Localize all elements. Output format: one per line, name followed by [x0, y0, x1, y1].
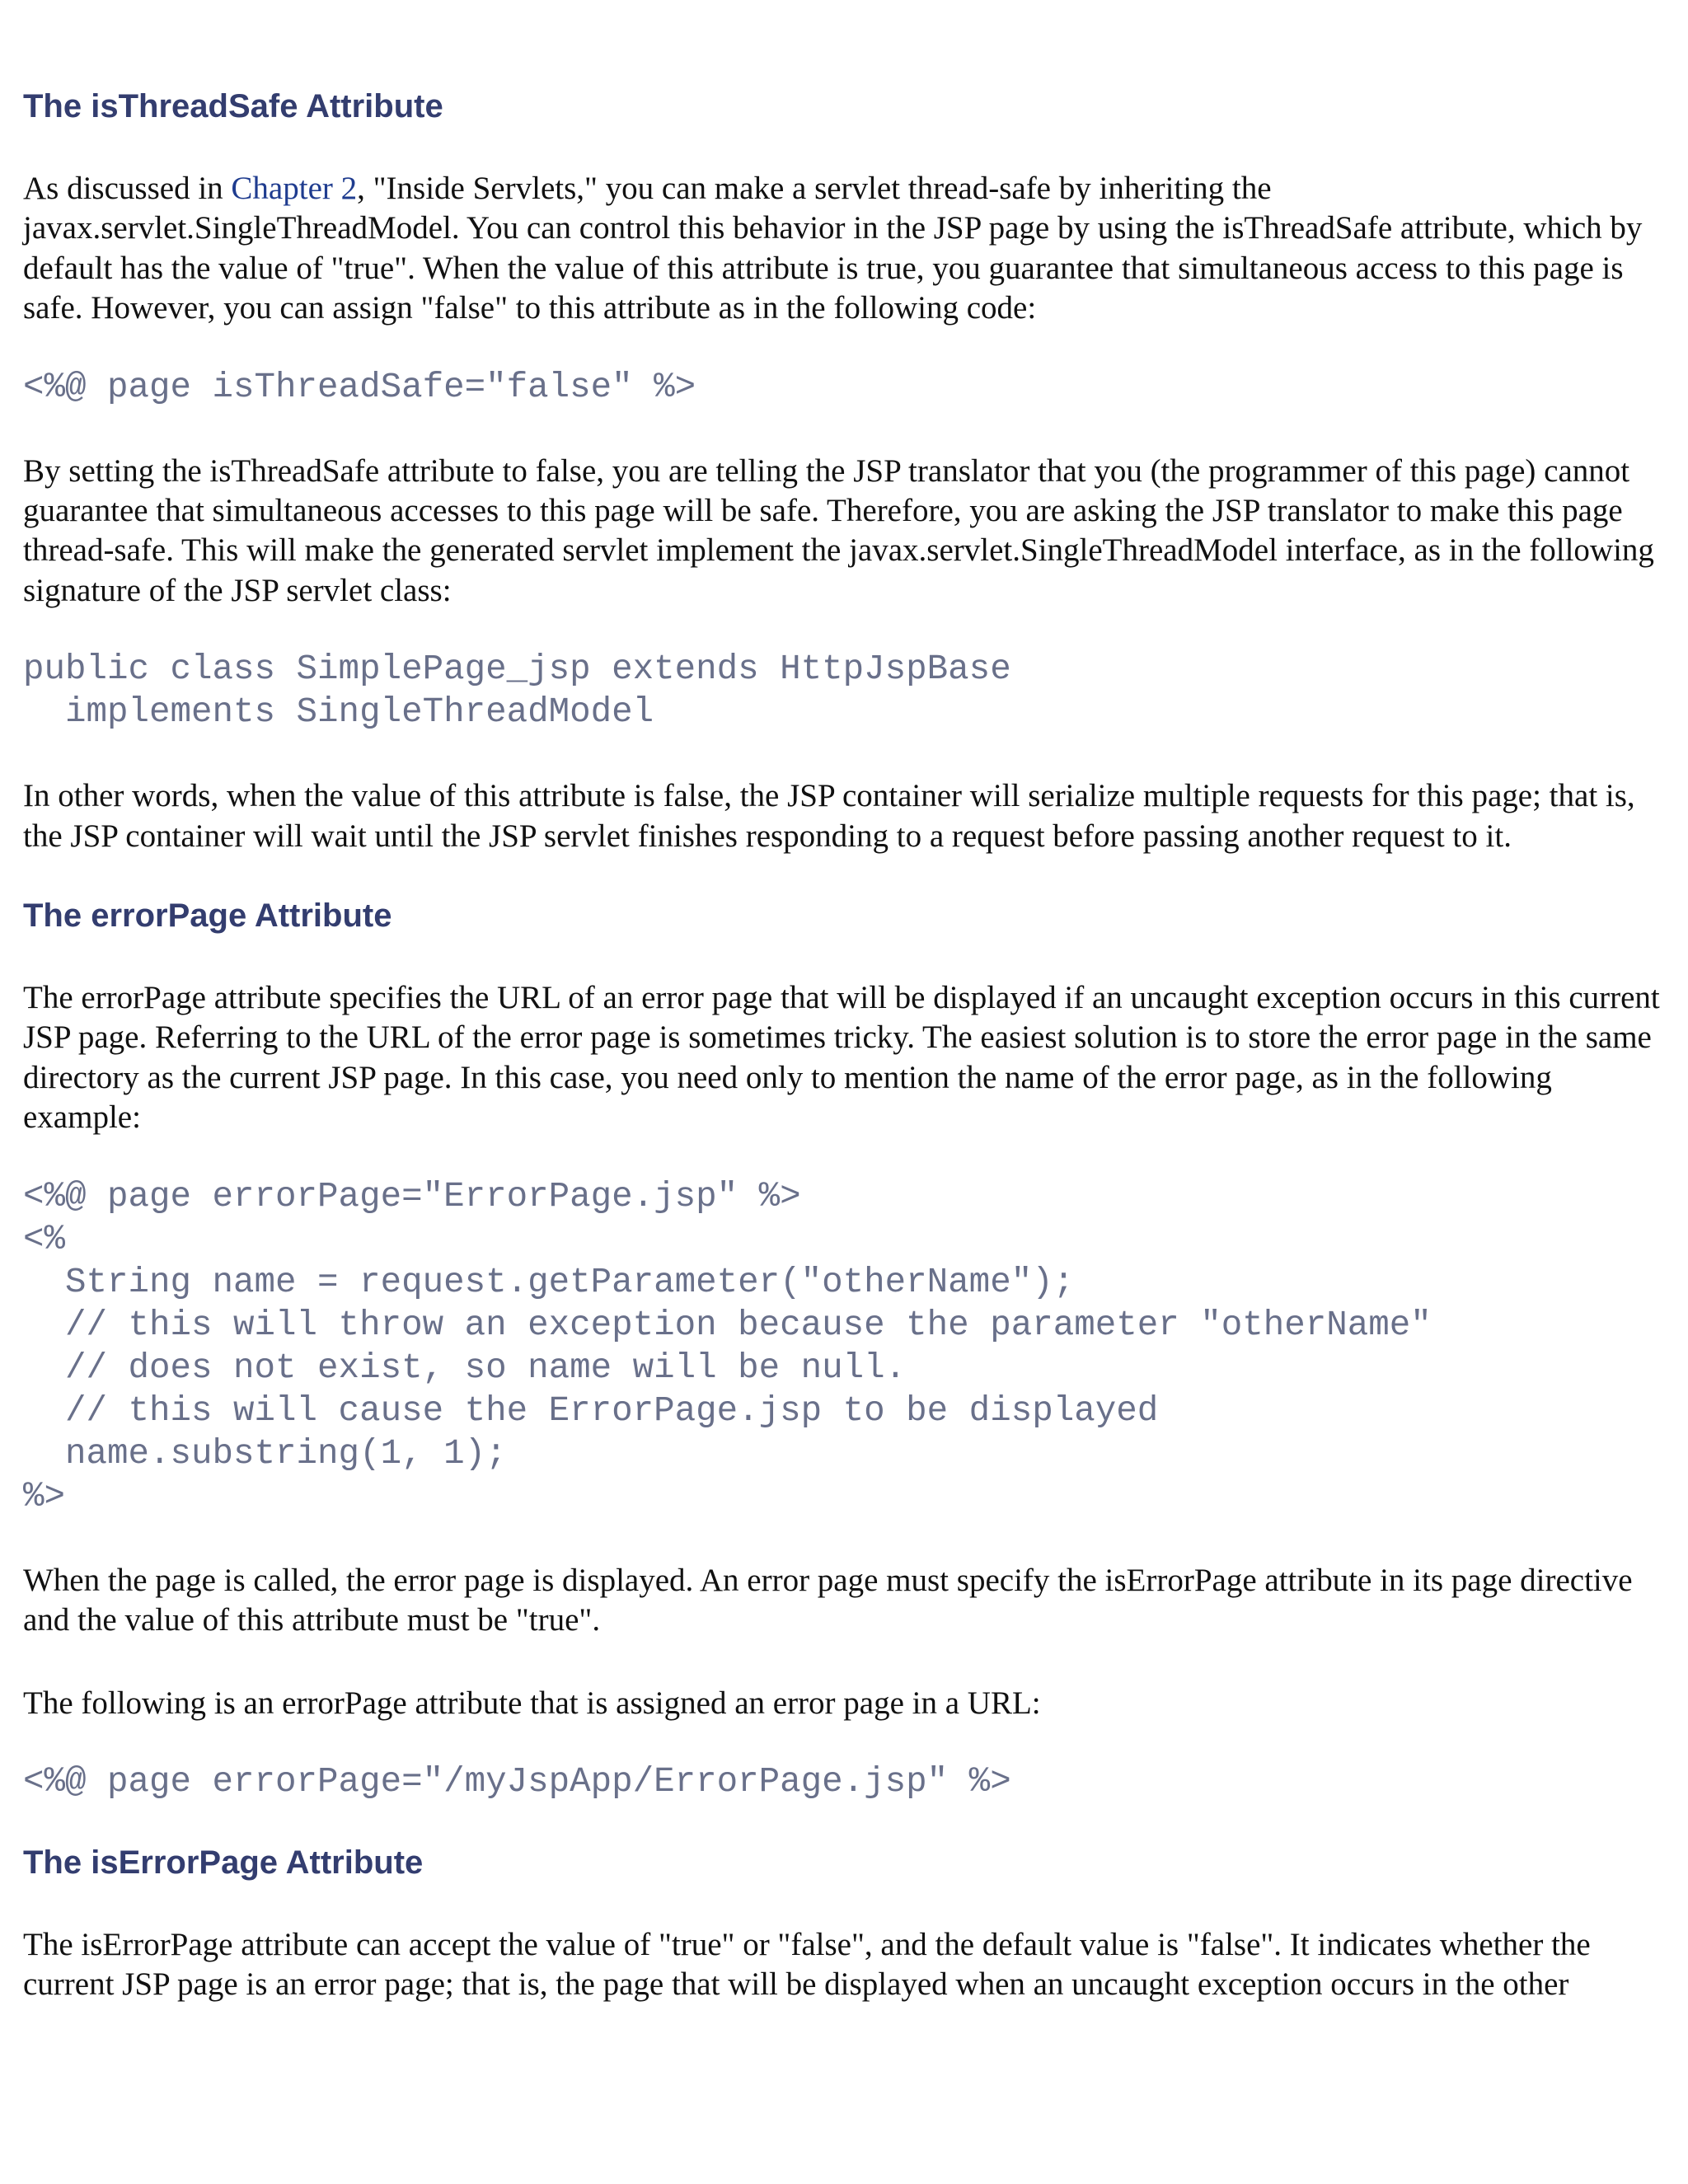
document-page: [23, 0, 1667, 2005]
code-block-errorpage-url-directive: <%@ page errorPage="/myJspApp/ErrorPage.jsp" %>: [23, 1761, 1011, 1802]
paragraph-error-page-displayed: When the page is called, the error page is displayed. An error page must specify the isErrorPage attribute in its page directive and the value of this attribute must be "true".: [23, 1562, 1633, 1638]
code-block-errorpage-example: <%@ page errorPage="ErrorPage.jsp" %> <% String name = request.getParameter("otherName"); // this will throw an exception because the parameter "otherName" // does not exist, so name will be null. // this will cause the ErrorPage.jsp to be displayed name.substring(1, 1); %>: [23, 1176, 1432, 1516]
paragraph-iserrorpage-intro: The isErrorPage attribute can accept the value of "true" or "false", and the default value is "false". It indicates whether the current JSP page is an error page; that is, the page that will be displayed when an uncaught exception occurs in the other: [23, 1926, 1591, 2003]
section-heading-isthreadsafe: The isThreadSafe Attribute: [23, 88, 443, 124]
chapter-2-link[interactable]: Chapter 2: [231, 171, 358, 206]
paragraph-errorpage-url: The following is an errorPage attribute that is assigned an error page in a URL:: [23, 1685, 1041, 1721]
paragraph-text: As discussed in: [23, 171, 232, 206]
paragraph-isthreadsafe-intro: [23, 169, 1667, 329]
paragraph-text: , "Inside Servlets," you can make a servlet thread-safe by inheriting the javax.servlet.SingleThreadModel. You can control this behavior in the JSP page by using the isThreadSafe attribute, which by default has the value of "true". When the value of this attribute is true, you guarantee that simultaneous access to this page is safe. However, you can assign "false" to this attribute as in the following code:: [23, 171, 1643, 326]
code-block-servlet-signature: public class SimplePage_jsp extends HttpJspBase implements SingleThreadModel: [23, 649, 1011, 733]
code-block-isthreadsafe-directive: <%@ page isThreadSafe="false" %>: [23, 367, 696, 407]
paragraph-isthreadsafe-false: By setting the isThreadSafe attribute to false, you are telling the JSP translator that you (the programmer of this page) cannot guarantee that simultaneous accesses to this page will be safe. Therefore, you are asking the JSP translator to make this page thread-safe. This will make the generated servlet implement the javax.servlet.SingleThreadModel interface, as in the following signature of the JSP servlet class:: [23, 452, 1654, 608]
section-heading-iserrorpage: The isErrorPage Attribute: [23, 1844, 424, 1881]
paragraph-serialize-requests: In other words, when the value of this attribute is false, the JSP container will serialize multiple requests for this page; that is, the JSP container will wait until the JSP servlet finishes responding to a request before passing another request to it.: [23, 778, 1635, 854]
section-heading-errorpage: The errorPage Attribute: [23, 898, 392, 935]
paragraph-errorpage-intro: The errorPage attribute specifies the URL of an error page that will be displayed if an uncaught exception occurs in this current JSP page. Referring to the URL of the error page is sometimes tricky. The easiest solution is to store the error page in the same directory as the current JSP page. In this case, you need only to mention the name of the error page, as in the following example:: [23, 980, 1660, 1136]
